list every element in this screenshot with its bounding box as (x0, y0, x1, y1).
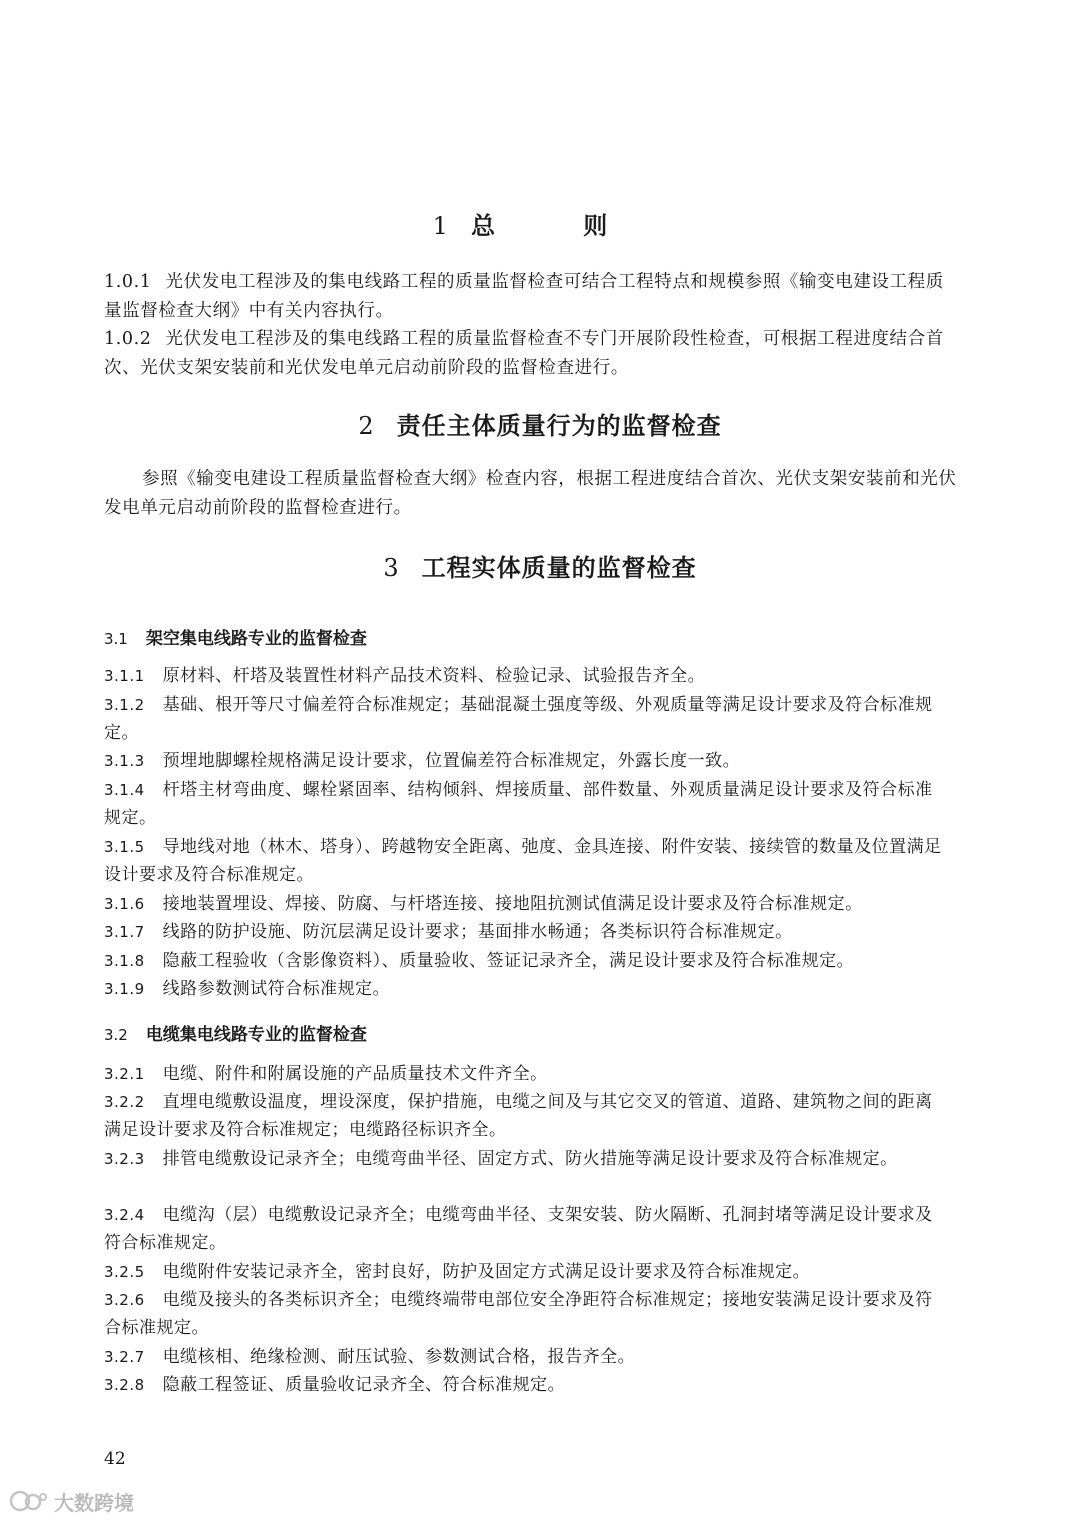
section-number: 3 (383, 554, 400, 582)
item-number: 3.1.1 (104, 667, 145, 685)
item-number: 3.1.2 (104, 696, 145, 714)
section-1-heading (0, 206, 1080, 241)
item-3-1-9 (104, 975, 950, 1003)
subsection-3-1-heading (104, 624, 367, 649)
item-3-1-4 (104, 776, 950, 833)
item-number: 3.2.3 (104, 1150, 145, 1168)
item-number: 3.2.7 (104, 1348, 145, 1366)
item-number: 3.2.8 (104, 1376, 145, 1394)
page-number: 42 (104, 1449, 126, 1469)
item-text: 导地线对地（林木、塔身）、跨越物安全距离、弛度、金具连接、附件安装、接续管的数量及位置满足设计要求及符合标准规定。 (104, 837, 942, 886)
item-text: 电缆附件安装记录齐全，密封良好，防护及固定方式满足设计要求及符合标准规定。 (162, 1262, 811, 1282)
clause-1-0-1 (104, 268, 960, 325)
item-3-2-5 (104, 1258, 950, 1286)
item-text: 直埋电缆敷设温度，埋设深度，保护措施，电缆之间及与其它交叉的管道、道路、建筑物之间的距离满足设计要求及符合标准规定；电缆路径标识齐全。 (104, 1092, 933, 1141)
clause-text: 光伏发电工程涉及的集电线路工程的质量监督检查不专门开展阶段性检查，可根据工程进度结合首次、光伏支架安装前和光伏发电单元启动前阶段的监督检查进行。 (104, 329, 944, 378)
item-3-2-7 (104, 1343, 950, 1371)
item-3-1-3 (104, 747, 950, 775)
item-3-2-8 (104, 1371, 950, 1399)
item-text: 隐蔽工程签证、质量验收记录齐全、符合标准规定。 (162, 1375, 566, 1395)
item-3-1-2 (104, 691, 950, 748)
item-3-1-7 (104, 918, 950, 946)
item-3-1-5 (104, 833, 950, 890)
item-number: 3.1.8 (104, 952, 145, 970)
item-text: 电缆及接头的各类标识齐全；电缆终端带电部位安全净距符合标准规定；接地安装满足设计要求及符合标准规定。 (104, 1290, 933, 1339)
section-3-heading (0, 548, 1080, 583)
clause-number: 1.0.1 (104, 272, 152, 292)
item-3-1-6 (104, 890, 950, 918)
subsection-number: 3.1 (104, 630, 128, 648)
section-title: 责任主体质量行为的监督检查 (396, 411, 722, 440)
item-text: 排管电缆敷设记录齐全；电缆弯曲半径、固定方式、防火措施等满足设计要求及符合标准规定。 (162, 1149, 898, 1169)
subsection-3-2-heading (104, 1020, 367, 1045)
section-number: 2 (358, 412, 375, 440)
item-3-2-4 (104, 1201, 950, 1258)
item-text: 接地装置埋设、焊接、防腐、与杆塔连接、接地阻抗测试值满足设计要求及符合标准规定。 (162, 894, 863, 914)
section-2-heading (0, 406, 1080, 441)
section-2-paragraph: 参照《输变电建设工程质量监督检查大纲》检查内容，根据工程进度结合首次、光伏支架安装前和光伏发电单元启动前阶段的监督检查进行。 (104, 469, 957, 518)
item-3-2-1 (104, 1060, 950, 1088)
item-text: 电缆核相、绝缘检测、耐压试验、参数测试合格，报告齐全。 (162, 1347, 636, 1367)
clause-number: 1.0.2 (104, 329, 152, 349)
subsection-number: 3.2 (104, 1026, 128, 1044)
item-number: 3.1.5 (104, 838, 145, 856)
item-text: 线路的防护设施、防沉层满足设计要求；基面排水畅通；各类标识符合标准规定。 (162, 922, 793, 942)
item-text: 基础、根开等尺寸偏差符合标准规定；基础混凝土强度等级、外观质量等满足设计要求及符合标准规定。 (104, 695, 933, 744)
item-text: 杆塔主材弯曲度、螺栓紧固率、结构倾斜、焊接质量、部件数量、外观质量满足设计要求及符合标准规定。 (104, 780, 933, 829)
item-number: 3.2.5 (104, 1263, 145, 1281)
item-3-2-6 (104, 1286, 950, 1343)
watermark-logo-icon (8, 1489, 48, 1513)
clause-text: 光伏发电工程涉及的集电线路工程的质量监督检查可结合工程特点和规模参照《输变电建设工程质量监督检查大纲》中有关内容执行。 (104, 272, 944, 321)
item-text: 电缆沟（层）电缆敷设记录齐全；电缆弯曲半径、支架安装、防火隔断、孔洞封堵等满足设计要求及符合标准规定。 (104, 1205, 933, 1254)
item-3-1-8 (104, 947, 950, 975)
item-text: 电缆、附件和附属设施的产品质量技术文件齐全。 (162, 1064, 548, 1084)
section-title: 工程实体质量的监督检查 (421, 553, 697, 582)
item-number: 3.1.9 (104, 980, 145, 998)
item-number: 3.1.3 (104, 752, 145, 770)
item-number: 3.2.1 (104, 1065, 145, 1083)
item-number: 3.2.4 (104, 1206, 145, 1224)
item-number: 3.2.2 (104, 1093, 145, 1111)
item-text: 预埋地脚螺栓规格满足设计要求，位置偏差符合标准规定，外露长度一致。 (162, 751, 741, 771)
watermark (8, 1486, 134, 1516)
item-text: 原材料、杆塔及装置性材料产品技术资料、检验记录、试验报告齐全。 (162, 666, 706, 686)
item-3-2-2 (104, 1088, 950, 1145)
item-number: 3.1.6 (104, 895, 145, 913)
clause-1-0-2 (104, 325, 960, 382)
subsection-title: 架空集电线路专业的监督检查 (145, 629, 367, 649)
item-number: 3.1.7 (104, 923, 145, 941)
item-text: 隐蔽工程验收（含影像资料）、质量验收、签证记录齐全，满足设计要求及符合标准规定。 (162, 951, 855, 971)
item-number: 3.1.4 (104, 781, 145, 799)
item-number: 3.2.6 (104, 1291, 145, 1309)
item-3-2-3 (104, 1145, 950, 1173)
section-number: 1 (432, 212, 449, 240)
item-text: 线路参数测试符合标准规定。 (162, 979, 391, 999)
section-title: 总 则 (470, 211, 648, 240)
watermark-text: 大数跨境 (54, 1490, 134, 1515)
item-3-1-1 (104, 662, 950, 690)
subsection-title: 电缆集电线路专业的监督检查 (145, 1025, 367, 1045)
